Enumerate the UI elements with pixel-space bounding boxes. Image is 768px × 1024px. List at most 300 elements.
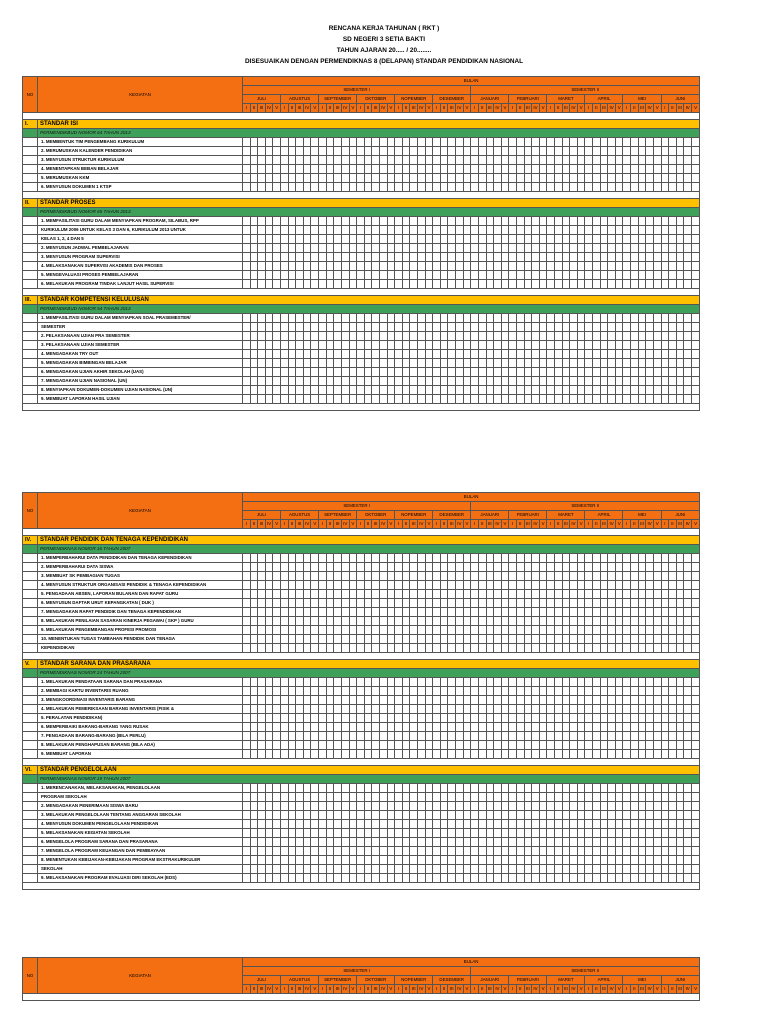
- schedule-cell[interactable]: [273, 865, 281, 874]
- schedule-cell[interactable]: [265, 732, 273, 741]
- schedule-cell[interactable]: [516, 262, 524, 271]
- schedule-cell[interactable]: [478, 617, 486, 626]
- schedule-cell[interactable]: [554, 678, 562, 687]
- schedule-cell[interactable]: [554, 395, 562, 404]
- schedule-cell[interactable]: [653, 368, 661, 377]
- schedule-cell[interactable]: [250, 350, 258, 359]
- schedule-cell[interactable]: [585, 217, 593, 226]
- schedule-cell[interactable]: [577, 626, 585, 635]
- schedule-cell[interactable]: [456, 599, 464, 608]
- schedule-cell[interactable]: [478, 253, 486, 262]
- schedule-cell[interactable]: [570, 811, 578, 820]
- schedule-cell[interactable]: [554, 581, 562, 590]
- schedule-cell[interactable]: [608, 235, 616, 244]
- schedule-cell[interactable]: [265, 820, 273, 829]
- schedule-cell[interactable]: [684, 599, 692, 608]
- schedule-cell[interactable]: [653, 590, 661, 599]
- schedule-cell[interactable]: [532, 856, 540, 865]
- schedule-cell[interactable]: [395, 599, 403, 608]
- schedule-cell[interactable]: [600, 563, 608, 572]
- schedule-cell[interactable]: [547, 784, 555, 793]
- schedule-cell[interactable]: [661, 359, 669, 368]
- schedule-cell[interactable]: [585, 856, 593, 865]
- schedule-cell[interactable]: [243, 386, 251, 395]
- schedule-cell[interactable]: [509, 599, 517, 608]
- schedule-cell[interactable]: [570, 865, 578, 874]
- schedule-cell[interactable]: [334, 359, 342, 368]
- schedule-cell[interactable]: [326, 226, 334, 235]
- schedule-cell[interactable]: [653, 732, 661, 741]
- schedule-cell[interactable]: [494, 323, 502, 332]
- schedule-cell[interactable]: [638, 183, 646, 192]
- schedule-cell[interactable]: [486, 395, 494, 404]
- schedule-cell[interactable]: [623, 793, 631, 802]
- schedule-cell[interactable]: [516, 714, 524, 723]
- schedule-cell[interactable]: [516, 732, 524, 741]
- schedule-cell[interactable]: [585, 395, 593, 404]
- schedule-cell[interactable]: [418, 314, 426, 323]
- schedule-cell[interactable]: [341, 359, 349, 368]
- schedule-cell[interactable]: [532, 599, 540, 608]
- schedule-cell[interactable]: [494, 147, 502, 156]
- schedule-cell[interactable]: [357, 678, 365, 687]
- schedule-cell[interactable]: [501, 608, 509, 617]
- schedule-cell[interactable]: [349, 554, 357, 563]
- schedule-cell[interactable]: [471, 138, 479, 147]
- schedule-cell[interactable]: [562, 802, 570, 811]
- schedule-cell[interactable]: [288, 687, 296, 696]
- schedule-cell[interactable]: [615, 856, 623, 865]
- schedule-cell[interactable]: [379, 377, 387, 386]
- schedule-cell[interactable]: [509, 235, 517, 244]
- schedule-cell[interactable]: [577, 253, 585, 262]
- schedule-cell[interactable]: [524, 280, 532, 289]
- schedule-cell[interactable]: [463, 554, 471, 563]
- schedule-cell[interactable]: [585, 174, 593, 183]
- schedule-cell[interactable]: [448, 174, 456, 183]
- schedule-cell[interactable]: [631, 314, 639, 323]
- schedule-cell[interactable]: [395, 590, 403, 599]
- schedule-cell[interactable]: [539, 280, 547, 289]
- schedule-cell[interactable]: [243, 323, 251, 332]
- schedule-cell[interactable]: [440, 626, 448, 635]
- schedule-cell[interactable]: [433, 156, 441, 165]
- schedule-cell[interactable]: [296, 802, 304, 811]
- schedule-cell[interactable]: [631, 359, 639, 368]
- schedule-cell[interactable]: [243, 644, 251, 653]
- schedule-cell[interactable]: [509, 626, 517, 635]
- schedule-cell[interactable]: [615, 644, 623, 653]
- schedule-cell[interactable]: [410, 341, 418, 350]
- schedule-cell[interactable]: [402, 750, 410, 759]
- schedule-cell[interactable]: [425, 314, 433, 323]
- schedule-cell[interactable]: [326, 635, 334, 644]
- schedule-cell[interactable]: [250, 793, 258, 802]
- schedule-cell[interactable]: [524, 784, 532, 793]
- schedule-cell[interactable]: [661, 635, 669, 644]
- schedule-cell[interactable]: [471, 563, 479, 572]
- schedule-cell[interactable]: [669, 838, 677, 847]
- schedule-cell[interactable]: [532, 838, 540, 847]
- schedule-cell[interactable]: [608, 332, 616, 341]
- schedule-cell[interactable]: [646, 626, 654, 635]
- schedule-cell[interactable]: [478, 147, 486, 156]
- schedule-cell[interactable]: [532, 395, 540, 404]
- schedule-cell[interactable]: [691, 874, 699, 883]
- schedule-cell[interactable]: [319, 226, 327, 235]
- schedule-cell[interactable]: [265, 174, 273, 183]
- schedule-cell[interactable]: [357, 244, 365, 253]
- schedule-cell[interactable]: [501, 226, 509, 235]
- schedule-cell[interactable]: [281, 784, 289, 793]
- schedule-cell[interactable]: [463, 590, 471, 599]
- schedule-cell[interactable]: [615, 262, 623, 271]
- schedule-cell[interactable]: [265, 359, 273, 368]
- schedule-cell[interactable]: [684, 395, 692, 404]
- schedule-cell[interactable]: [554, 644, 562, 653]
- schedule-cell[interactable]: [349, 386, 357, 395]
- schedule-cell[interactable]: [463, 802, 471, 811]
- schedule-cell[interactable]: [494, 395, 502, 404]
- schedule-cell[interactable]: [554, 811, 562, 820]
- schedule-cell[interactable]: [364, 838, 372, 847]
- schedule-cell[interactable]: [326, 554, 334, 563]
- schedule-cell[interactable]: [440, 793, 448, 802]
- schedule-cell[interactable]: [646, 165, 654, 174]
- schedule-cell[interactable]: [532, 235, 540, 244]
- schedule-cell[interactable]: [448, 332, 456, 341]
- schedule-cell[interactable]: [615, 554, 623, 563]
- schedule-cell[interactable]: [334, 350, 342, 359]
- schedule-cell[interactable]: [661, 323, 669, 332]
- schedule-cell[interactable]: [357, 829, 365, 838]
- schedule-cell[interactable]: [440, 280, 448, 289]
- schedule-cell[interactable]: [562, 635, 570, 644]
- schedule-cell[interactable]: [243, 572, 251, 581]
- schedule-cell[interactable]: [425, 865, 433, 874]
- schedule-cell[interactable]: [258, 395, 266, 404]
- schedule-cell[interactable]: [532, 581, 540, 590]
- schedule-cell[interactable]: [402, 226, 410, 235]
- schedule-cell[interactable]: [456, 687, 464, 696]
- schedule-cell[interactable]: [631, 811, 639, 820]
- schedule-cell[interactable]: [539, 599, 547, 608]
- schedule-cell[interactable]: [456, 280, 464, 289]
- schedule-cell[interactable]: [646, 793, 654, 802]
- schedule-cell[interactable]: [600, 723, 608, 732]
- schedule-cell[interactable]: [341, 271, 349, 280]
- schedule-cell[interactable]: [509, 856, 517, 865]
- schedule-cell[interactable]: [646, 341, 654, 350]
- schedule-cell[interactable]: [288, 350, 296, 359]
- schedule-cell[interactable]: [646, 314, 654, 323]
- schedule-cell[interactable]: [395, 563, 403, 572]
- schedule-cell[interactable]: [653, 183, 661, 192]
- schedule-cell[interactable]: [387, 554, 395, 563]
- schedule-cell[interactable]: [585, 820, 593, 829]
- schedule-cell[interactable]: [691, 820, 699, 829]
- schedule-cell[interactable]: [357, 386, 365, 395]
- schedule-cell[interactable]: [273, 165, 281, 174]
- schedule-cell[interactable]: [250, 608, 258, 617]
- schedule-cell[interactable]: [425, 377, 433, 386]
- schedule-cell[interactable]: [250, 635, 258, 644]
- schedule-cell[interactable]: [532, 262, 540, 271]
- schedule-cell[interactable]: [608, 811, 616, 820]
- schedule-cell[interactable]: [631, 705, 639, 714]
- schedule-cell[interactable]: [554, 386, 562, 395]
- schedule-cell[interactable]: [669, 617, 677, 626]
- schedule-cell[interactable]: [691, 262, 699, 271]
- schedule-cell[interactable]: [547, 820, 555, 829]
- schedule-cell[interactable]: [311, 271, 319, 280]
- schedule-cell[interactable]: [585, 626, 593, 635]
- schedule-cell[interactable]: [653, 147, 661, 156]
- schedule-cell[interactable]: [577, 368, 585, 377]
- schedule-cell[interactable]: [387, 563, 395, 572]
- schedule-cell[interactable]: [387, 856, 395, 865]
- schedule-cell[interactable]: [494, 723, 502, 732]
- schedule-cell[interactable]: [478, 874, 486, 883]
- schedule-cell[interactable]: [395, 811, 403, 820]
- schedule-cell[interactable]: [547, 386, 555, 395]
- schedule-cell[interactable]: [653, 678, 661, 687]
- schedule-cell[interactable]: [554, 244, 562, 253]
- schedule-cell[interactable]: [593, 829, 601, 838]
- schedule-cell[interactable]: [676, 590, 684, 599]
- schedule-cell[interactable]: [669, 226, 677, 235]
- schedule-cell[interactable]: [570, 174, 578, 183]
- schedule-cell[interactable]: [532, 696, 540, 705]
- schedule-cell[interactable]: [684, 174, 692, 183]
- schedule-cell[interactable]: [554, 714, 562, 723]
- schedule-cell[interactable]: [471, 802, 479, 811]
- schedule-cell[interactable]: [577, 865, 585, 874]
- schedule-cell[interactable]: [623, 820, 631, 829]
- schedule-cell[interactable]: [341, 723, 349, 732]
- schedule-cell[interactable]: [585, 386, 593, 395]
- schedule-cell[interactable]: [387, 847, 395, 856]
- schedule-cell[interactable]: [532, 165, 540, 174]
- schedule-cell[interactable]: [562, 359, 570, 368]
- schedule-cell[interactable]: [577, 581, 585, 590]
- schedule-cell[interactable]: [631, 332, 639, 341]
- schedule-cell[interactable]: [577, 386, 585, 395]
- schedule-cell[interactable]: [486, 271, 494, 280]
- schedule-cell[interactable]: [265, 847, 273, 856]
- schedule-cell[interactable]: [547, 617, 555, 626]
- schedule-cell[interactable]: [311, 696, 319, 705]
- schedule-cell[interactable]: [258, 359, 266, 368]
- schedule-cell[interactable]: [669, 183, 677, 192]
- schedule-cell[interactable]: [547, 829, 555, 838]
- schedule-cell[interactable]: [486, 865, 494, 874]
- schedule-cell[interactable]: [456, 820, 464, 829]
- schedule-cell[interactable]: [281, 687, 289, 696]
- schedule-cell[interactable]: [554, 314, 562, 323]
- schedule-cell[interactable]: [615, 341, 623, 350]
- schedule-cell[interactable]: [326, 723, 334, 732]
- schedule-cell[interactable]: [395, 581, 403, 590]
- schedule-cell[interactable]: [303, 696, 311, 705]
- schedule-cell[interactable]: [585, 599, 593, 608]
- schedule-cell[interactable]: [676, 635, 684, 644]
- schedule-cell[interactable]: [440, 332, 448, 341]
- schedule-cell[interactable]: [539, 368, 547, 377]
- schedule-cell[interactable]: [524, 244, 532, 253]
- schedule-cell[interactable]: [243, 271, 251, 280]
- schedule-cell[interactable]: [676, 581, 684, 590]
- schedule-cell[interactable]: [334, 696, 342, 705]
- schedule-cell[interactable]: [501, 244, 509, 253]
- schedule-cell[interactable]: [509, 705, 517, 714]
- schedule-cell[interactable]: [402, 314, 410, 323]
- schedule-cell[interactable]: [258, 280, 266, 289]
- schedule-cell[interactable]: [463, 359, 471, 368]
- schedule-cell[interactable]: [334, 253, 342, 262]
- schedule-cell[interactable]: [501, 714, 509, 723]
- schedule-cell[interactable]: [273, 581, 281, 590]
- schedule-cell[interactable]: [410, 165, 418, 174]
- schedule-cell[interactable]: [433, 174, 441, 183]
- schedule-cell[interactable]: [585, 563, 593, 572]
- schedule-cell[interactable]: [326, 183, 334, 192]
- schedule-cell[interactable]: [653, 644, 661, 653]
- schedule-cell[interactable]: [554, 377, 562, 386]
- schedule-cell[interactable]: [349, 793, 357, 802]
- schedule-cell[interactable]: [509, 581, 517, 590]
- schedule-cell[interactable]: [501, 811, 509, 820]
- schedule-cell[interactable]: [562, 253, 570, 262]
- schedule-cell[interactable]: [433, 608, 441, 617]
- schedule-cell[interactable]: [691, 271, 699, 280]
- schedule-cell[interactable]: [684, 847, 692, 856]
- schedule-cell[interactable]: [296, 386, 304, 395]
- schedule-cell[interactable]: [357, 687, 365, 696]
- schedule-cell[interactable]: [303, 244, 311, 253]
- schedule-cell[interactable]: [357, 332, 365, 341]
- schedule-cell[interactable]: [547, 626, 555, 635]
- schedule-cell[interactable]: [243, 847, 251, 856]
- schedule-cell[interactable]: [638, 350, 646, 359]
- schedule-cell[interactable]: [471, 156, 479, 165]
- schedule-cell[interactable]: [288, 138, 296, 147]
- schedule-cell[interactable]: [425, 332, 433, 341]
- schedule-cell[interactable]: [638, 271, 646, 280]
- schedule-cell[interactable]: [410, 750, 418, 759]
- schedule-cell[interactable]: [524, 581, 532, 590]
- schedule-cell[interactable]: [418, 395, 426, 404]
- schedule-cell[interactable]: [554, 183, 562, 192]
- schedule-cell[interactable]: [646, 829, 654, 838]
- schedule-cell[interactable]: [661, 793, 669, 802]
- schedule-cell[interactable]: [258, 714, 266, 723]
- schedule-cell[interactable]: [357, 314, 365, 323]
- schedule-cell[interactable]: [478, 838, 486, 847]
- schedule-cell[interactable]: [646, 856, 654, 865]
- schedule-cell[interactable]: [463, 368, 471, 377]
- schedule-cell[interactable]: [691, 617, 699, 626]
- schedule-cell[interactable]: [501, 563, 509, 572]
- schedule-cell[interactable]: [593, 147, 601, 156]
- schedule-cell[interactable]: [281, 714, 289, 723]
- schedule-cell[interactable]: [319, 608, 327, 617]
- schedule-cell[interactable]: [486, 608, 494, 617]
- schedule-cell[interactable]: [440, 395, 448, 404]
- schedule-cell[interactable]: [433, 165, 441, 174]
- schedule-cell[interactable]: [387, 368, 395, 377]
- schedule-cell[interactable]: [570, 802, 578, 811]
- schedule-cell[interactable]: [608, 696, 616, 705]
- schedule-cell[interactable]: [478, 138, 486, 147]
- schedule-cell[interactable]: [631, 856, 639, 865]
- schedule-cell[interactable]: [258, 235, 266, 244]
- schedule-cell[interactable]: [471, 314, 479, 323]
- schedule-cell[interactable]: [608, 732, 616, 741]
- schedule-cell[interactable]: [471, 350, 479, 359]
- schedule-cell[interactable]: [379, 802, 387, 811]
- schedule-cell[interactable]: [258, 554, 266, 563]
- schedule-cell[interactable]: [539, 271, 547, 280]
- schedule-cell[interactable]: [471, 617, 479, 626]
- schedule-cell[interactable]: [593, 865, 601, 874]
- schedule-cell[interactable]: [410, 741, 418, 750]
- schedule-cell[interactable]: [539, 235, 547, 244]
- schedule-cell[interactable]: [296, 635, 304, 644]
- schedule-cell[interactable]: [349, 644, 357, 653]
- schedule-cell[interactable]: [516, 226, 524, 235]
- schedule-cell[interactable]: [364, 217, 372, 226]
- schedule-cell[interactable]: [395, 802, 403, 811]
- schedule-cell[interactable]: [379, 147, 387, 156]
- schedule-cell[interactable]: [653, 323, 661, 332]
- schedule-cell[interactable]: [691, 386, 699, 395]
- schedule-cell[interactable]: [600, 874, 608, 883]
- schedule-cell[interactable]: [364, 617, 372, 626]
- schedule-cell[interactable]: [494, 802, 502, 811]
- schedule-cell[interactable]: [539, 705, 547, 714]
- schedule-cell[interactable]: [379, 644, 387, 653]
- schedule-cell[interactable]: [646, 865, 654, 874]
- schedule-cell[interactable]: [402, 165, 410, 174]
- schedule-cell[interactable]: [486, 332, 494, 341]
- schedule-cell[interactable]: [402, 714, 410, 723]
- schedule-cell[interactable]: [387, 217, 395, 226]
- schedule-cell[interactable]: [311, 865, 319, 874]
- schedule-cell[interactable]: [684, 235, 692, 244]
- schedule-cell[interactable]: [296, 644, 304, 653]
- schedule-cell[interactable]: [372, 608, 380, 617]
- schedule-cell[interactable]: [425, 368, 433, 377]
- schedule-cell[interactable]: [585, 617, 593, 626]
- schedule-cell[interactable]: [440, 271, 448, 280]
- schedule-cell[interactable]: [265, 635, 273, 644]
- schedule-cell[interactable]: [676, 253, 684, 262]
- schedule-cell[interactable]: [486, 183, 494, 192]
- schedule-cell[interactable]: [669, 874, 677, 883]
- schedule-cell[interactable]: [593, 687, 601, 696]
- schedule-cell[interactable]: [638, 678, 646, 687]
- schedule-cell[interactable]: [281, 705, 289, 714]
- schedule-cell[interactable]: [418, 226, 426, 235]
- schedule-cell[interactable]: [494, 838, 502, 847]
- schedule-cell[interactable]: [494, 581, 502, 590]
- schedule-cell[interactable]: [425, 323, 433, 332]
- schedule-cell[interactable]: [494, 608, 502, 617]
- schedule-cell[interactable]: [653, 714, 661, 723]
- schedule-cell[interactable]: [615, 138, 623, 147]
- schedule-cell[interactable]: [425, 590, 433, 599]
